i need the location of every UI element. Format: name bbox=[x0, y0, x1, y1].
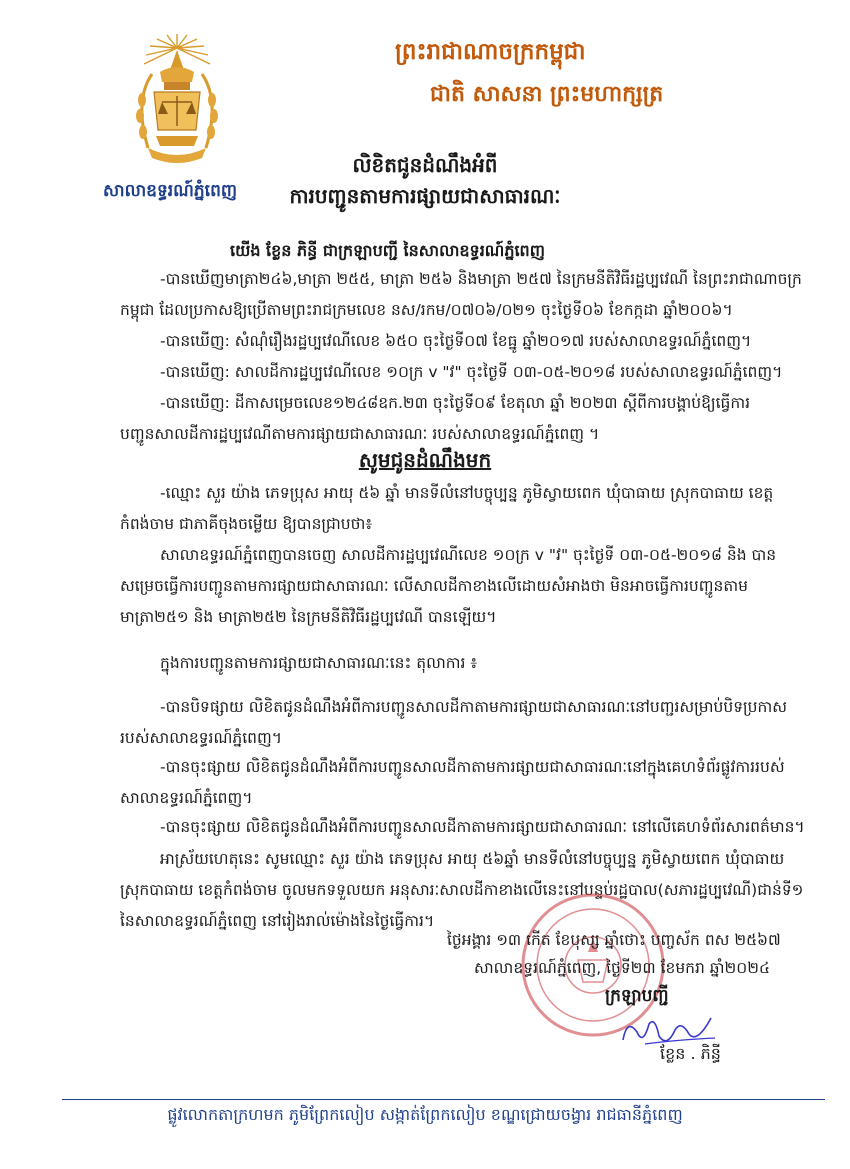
notice-paragraph-4: -បានបិទផ្សាយ លិខិតជូនដំណឹងអំពីការបញ្ជូនសាលដីកាតាមការផ្សាយជាសាធារណៈនៅបញ្ជរសម្រាប់បិទប្រកាសរបស់សាលាឧទ្ធរណ៍ភ្នំពេញ។ bbox=[120, 698, 788, 747]
notice-paragraph-1: -ឈ្មោះ សួរ យ៉ាង ភេទប្រុស អាយុ ៥៦ ឆ្នាំ មានទីលំនៅបច្ចុប្បន្ន ភូមិស្វាយពេក ឃុំបាធាយ ស្រុកបាធាយ ខេត្តកំពង់ចាម ជាភាគីចុងចម្លើយ ឱ្យបានជ្រាបថា៖ bbox=[120, 484, 774, 533]
intro-line: យើង ខ្លែន ភិន្ធី ជាក្រឡាបញ្ជី នៃសាលាឧទ្ធរណ៍ភ្នំពេញ bbox=[230, 241, 545, 260]
footer-address: ផ្លូវលោកតាក្រហមក ភូមិព្រែកលៀប សង្កាត់ព្រែកលៀប ខណ្ឌជ្រោយចង្វារ រាជធានីភ្នំពេញ bbox=[167, 1105, 683, 1124]
signatory-name: ខ្លែន . ភិន្ធី bbox=[660, 1044, 721, 1063]
section-title: សូមជូនដំណឹងមក bbox=[358, 448, 492, 472]
document-title: លិខិតជូនដំណឹងអំពី bbox=[352, 153, 498, 177]
footer-divider bbox=[62, 1099, 825, 1100]
kingdom-heading: ព្រះរាជាណាចក្រកម្ពុជា bbox=[395, 39, 586, 65]
lunar-date: ថ្ងៃអង្គារ ១៣ កើត ខែបុស្ស ឆ្នាំថោះ បញ្ចស័ក ពស ២៥៦៧ bbox=[447, 931, 781, 949]
notice-paragraph-7: អាស្រ័យហេតុនេះ សូមឈ្មោះ សួរ យ៉ាង ភេទប្រុស អាយុ ៥៦ឆ្នាំ មានទីលំនៅបច្ចុប្បន្ន ភូមិស្វាយពេក ឃុំបាធាយ ស្រុកបាធាយ ខេត្តកំពង់ចាម ចូលមកទទួលយក អនុសារៈសាលដីកាខាងលើនេះនៅបន្ទប់រដ្ឋបាល(សភារដ្ឋប្បវេណី)ជាន់ទី១ នៃសាលាឧទ្ធរណ៍ភ្នំពេញ នៅរៀងរាល់ម៉ោងនៃថ្ងៃធ្វើការ។ bbox=[120, 850, 804, 930]
national-motto: ជាតិ សាសនា ព្រះមហាក្សត្រ bbox=[430, 82, 664, 107]
seen-paragraph-3: -បានឃើញ: សាលដីការដ្ឋប្បវេណីលេខ ១០ក្រ v "វ" ចុះថ្ងៃទី ០៣-០៥-២០១៨ របស់សាលាឧទ្ធរណ៍ភ្នំពេញ។ bbox=[160, 363, 783, 381]
seen-paragraph-1: -បានឃើញមាត្រា២៤៦,មាត្រា ២៥៥, មាត្រា ២៥៦ និងមាត្រា ២៥៧ នៃក្រមនីតិវិធីរដ្ឋប្បវេណី នៃព្រះរាជាណាចក្រកម្ពុជា ដែលប្រកាសឱ្យប្រើតាមព្រះរាជក្រមលេខ នស/រកម/០៧០៦/០២១ ចុះថ្ងៃទី០៦ ខែកក្កដា ឆ្នាំ២០០៦។ bbox=[120, 270, 802, 319]
document-subtitle: ការបញ្ជូនតាមការផ្សាយជាសាធារណៈ bbox=[289, 184, 561, 208]
solar-date: សាលាឧទ្ធរណ៍ភ្នំពេញ, ថ្ងៃទី២៣ ខែមករា ឆ្នាំ២០២៤ bbox=[474, 959, 770, 977]
notice-paragraph-3: ក្នុងការបញ្ជូនតាមការផ្សាយជាសាធារណៈនេះ តុលាការ ៖ bbox=[160, 654, 478, 672]
court-name: សាលាឧទ្ធរណ៍ភ្នំពេញ bbox=[103, 181, 238, 201]
signatory-role: ក្រឡាបញ្ជី bbox=[605, 986, 669, 1006]
notice-paragraph-6: -បានចុះផ្សាយ លិខិតជូនដំណឹងអំពីការបញ្ជូនសាលដីកាតាមការផ្សាយជាសាធារណៈ នៅលើគេហទំព័រសារពត៌មាន។ bbox=[160, 818, 805, 836]
seen-paragraph-2: -បានឃើញ: សំណុំរឿងរដ្ឋប្បវេណីលេខ ៦៥០ ចុះថ្ងៃទី០៧ ខែធ្នូ ឆ្នាំ២០១៧ របស់សាលាឧទ្ធរណ៍ភ្នំពេញ។ bbox=[160, 332, 752, 350]
notice-paragraph-5: -បានចុះផ្សាយ លិខិតជូនដំណឹងអំពីការបញ្ជូនសាលដីកាតាមការផ្សាយជាសាធារណៈនៅក្នុងគេហទំព័រផ្លូវការរបស់សាលាឧទ្ធរណ៍ភ្នំពេញ។ bbox=[120, 758, 785, 807]
notice-paragraph-2: សាលាឧទ្ធរណ៍ភ្នំពេញបានចេញ សាលដីការដ្ឋប្បវេណីលេខ ១០ក្រ v "វ" ចុះថ្ងៃទី ០៣-០៥-២០១៨ និង បានសម្រេចធ្វើការបញ្ជូនតាមការផ្សាយជាសាធារណៈ លើសាលដីកាខាងលើដោយសំអាងថា មិនអាចធ្វើការបញ្ជូនតាមមាត្រា២៥១ និង មាត្រា២៥២ នៃក្រមនីតិវិធីរដ្ឋប្បវេណី បានឡើយ។ bbox=[120, 546, 777, 626]
seen-paragraph-4: -បានឃើញ: ដីកាសម្រេចលេខ១២៤៨ឧក.២៣ ចុះថ្ងៃទី០៩ ខែតុលា ឆ្នាំ ២០២៣ ស្តីពីការបង្គាប់ឱ្យធ្វើការបញ្ជូនសាលដីការដ្ឋប្បវេណីតាមការផ្សាយជាសាធារណៈ របស់សាលាឧទ្ធរណ៍ភ្នំពេញ ។ bbox=[120, 394, 750, 443]
